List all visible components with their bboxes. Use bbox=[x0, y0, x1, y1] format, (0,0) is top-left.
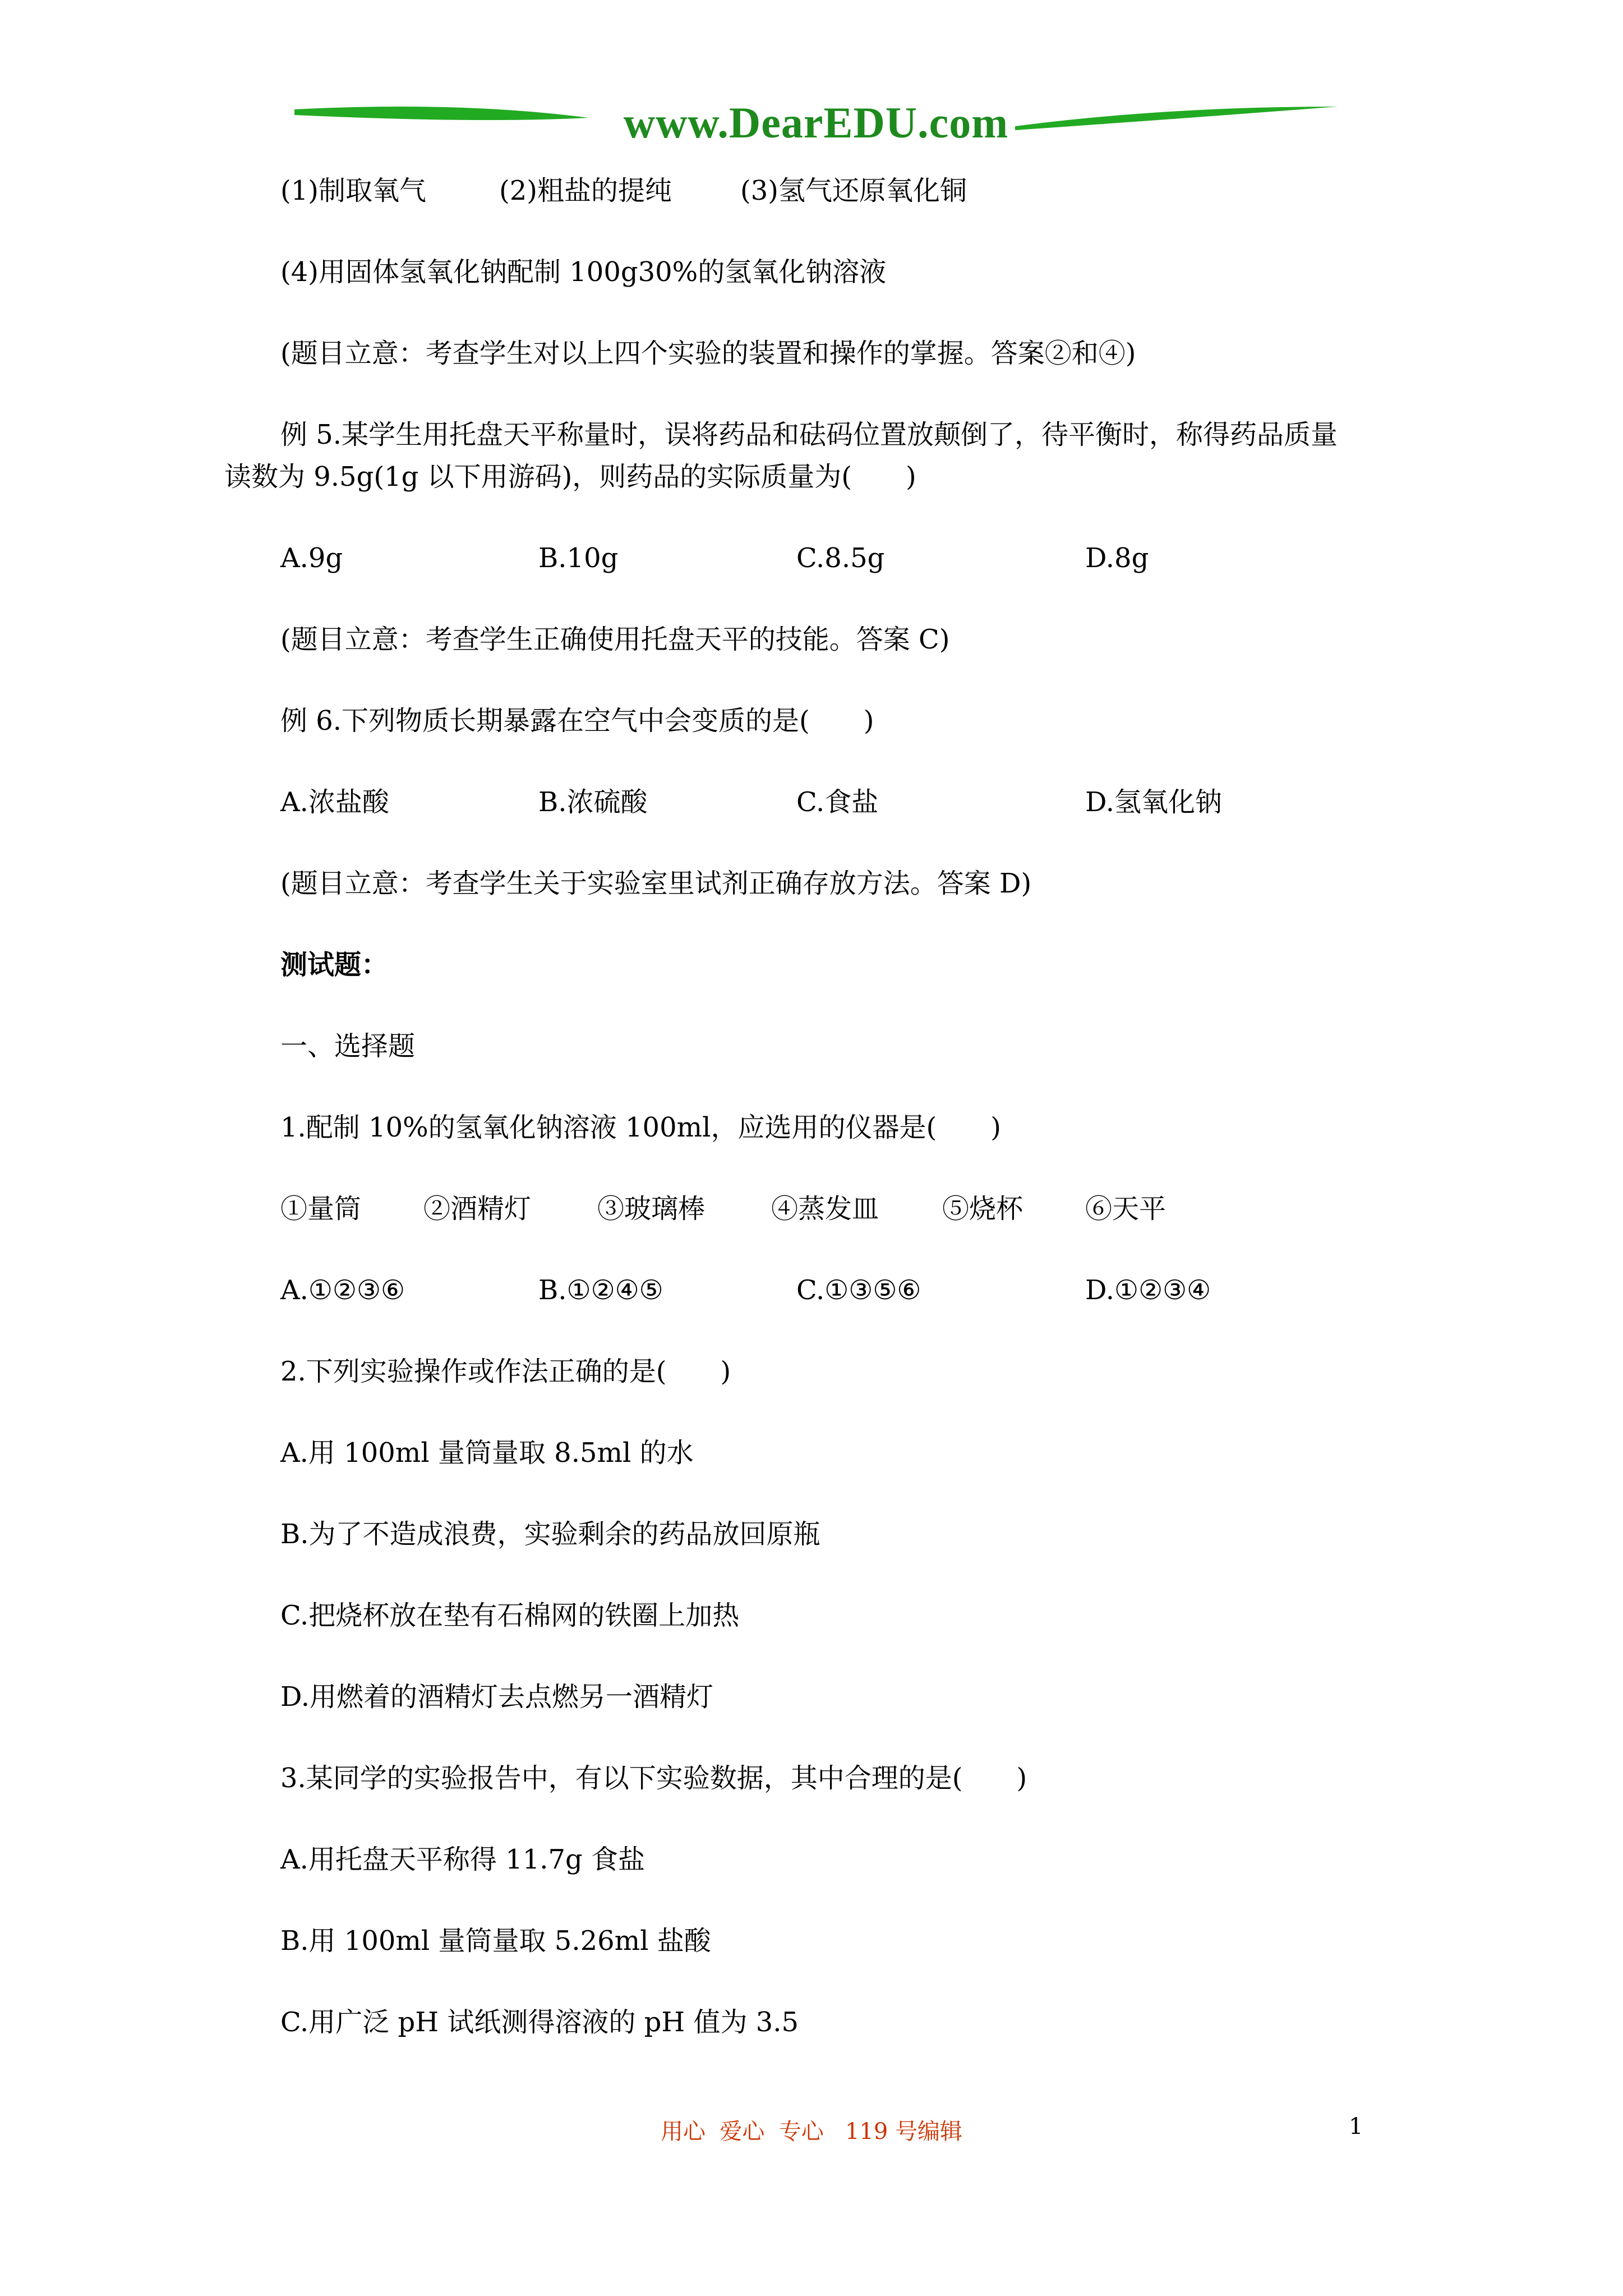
example-6-option-b: B.浓硫酸 bbox=[538, 786, 648, 818]
example-6-question: 例 6.下列物质长期暴露在空气中会变质的是( ) bbox=[280, 705, 874, 737]
experiment-3: (3)氢气还原氧化铜 bbox=[740, 175, 967, 206]
example-5-question-line-2: 读数为 9.5g(1g 以下用游码)，则药品的实际质量为( ) bbox=[224, 461, 916, 493]
question-1: 1.配制 10%的氢氧化钠溶液 100ml，应选用的仪器是( ) bbox=[280, 1112, 1001, 1143]
question-2-option-c: C.把烧杯放在垫有石棉网的铁圈上加热 bbox=[280, 1600, 740, 1631]
section-heading-multiple-choice: 一、选择题 bbox=[280, 1030, 416, 1062]
question-2-option-b: B.为了不造成浪费，实验剩余的药品放回原瓶 bbox=[280, 1519, 820, 1550]
site-logo: www.DearEDU.com bbox=[623, 98, 1009, 147]
question-1-item: ③玻璃棒 bbox=[597, 1193, 706, 1225]
question-2-option-a: A.用 100ml 量筒量取 8.5ml 的水 bbox=[280, 1437, 694, 1469]
example-5-option-a: A.9g bbox=[280, 542, 343, 574]
question-1-item: ⑥天平 bbox=[1085, 1193, 1166, 1225]
question-1-option-b: B.①②④⑤ bbox=[538, 1274, 663, 1306]
example-6-note: (题目立意：考查学生关于实验室里试剂正确存放方法。答案 D) bbox=[280, 868, 1032, 899]
example-5-question-line-1: 例 5.某学生用托盘天平称量时，误将药品和砝码位置放颠倒了，待平衡时，称得药品质量 bbox=[280, 419, 1338, 450]
test-section-title: 测试题： bbox=[280, 949, 389, 981]
question-1-option-a: A.①②③⑥ bbox=[280, 1274, 405, 1306]
question-1-item: ④蒸发皿 bbox=[771, 1193, 879, 1225]
example-5-option-d: D.8g bbox=[1085, 542, 1149, 574]
example-5-option-b: B.10g bbox=[538, 542, 619, 574]
question-1-item: ①量筒 bbox=[280, 1193, 362, 1225]
question-1-option-d: D.①②③④ bbox=[1085, 1274, 1211, 1306]
example-5-option-c: C.8.5g bbox=[796, 542, 885, 574]
question-1-item: ②酒精灯 bbox=[423, 1193, 532, 1225]
question-1-option-c: C.①③⑤⑥ bbox=[796, 1274, 921, 1306]
example-5-note: (题目立意：考查学生正确使用托盘天平的技能。答案 C) bbox=[280, 624, 950, 655]
example-6-option-c: C.食盐 bbox=[796, 786, 879, 818]
page-header bbox=[292, 84, 1340, 163]
experiment-2: (2)粗盐的提纯 bbox=[499, 175, 672, 206]
example-6-option-a: A.浓盐酸 bbox=[280, 786, 389, 818]
question-2-option-d: D.用燃着的酒精灯去点燃另一酒精灯 bbox=[280, 1681, 714, 1713]
question-3-option-b: B.用 100ml 量筒量取 5.26ml 盐酸 bbox=[280, 1925, 711, 1957]
page-number: 1 bbox=[1349, 2114, 1363, 2139]
question-3-option-c: C.用广泛 pH 试纸测得溶液的 pH 值为 3.5 bbox=[280, 2007, 799, 2038]
question-2: 2.下列实验操作或作法正确的是( ) bbox=[280, 1356, 731, 1387]
experiment-4: (4)用固体氢氧化钠配制 100g30%的氢氧化钠溶液 bbox=[280, 256, 887, 288]
question-3: 3.某同学的实验报告中，有以下实验数据，其中合理的是( ) bbox=[280, 1763, 1027, 1794]
example-6-option-d: D.氢氧化钠 bbox=[1085, 786, 1223, 818]
question-3-option-a: A.用托盘天平称得 11.7g 食盐 bbox=[280, 1844, 645, 1875]
footer-text: 用心 爱心 专心 119 号编辑 bbox=[660, 2119, 963, 2145]
question-1-item: ⑤烧杯 bbox=[942, 1193, 1023, 1225]
example-4-note: (题目立意：考查学生对以上四个实验的装置和操作的掌握。答案②和④) bbox=[280, 338, 1136, 369]
experiment-1: (1)制取氧气 bbox=[280, 175, 426, 206]
